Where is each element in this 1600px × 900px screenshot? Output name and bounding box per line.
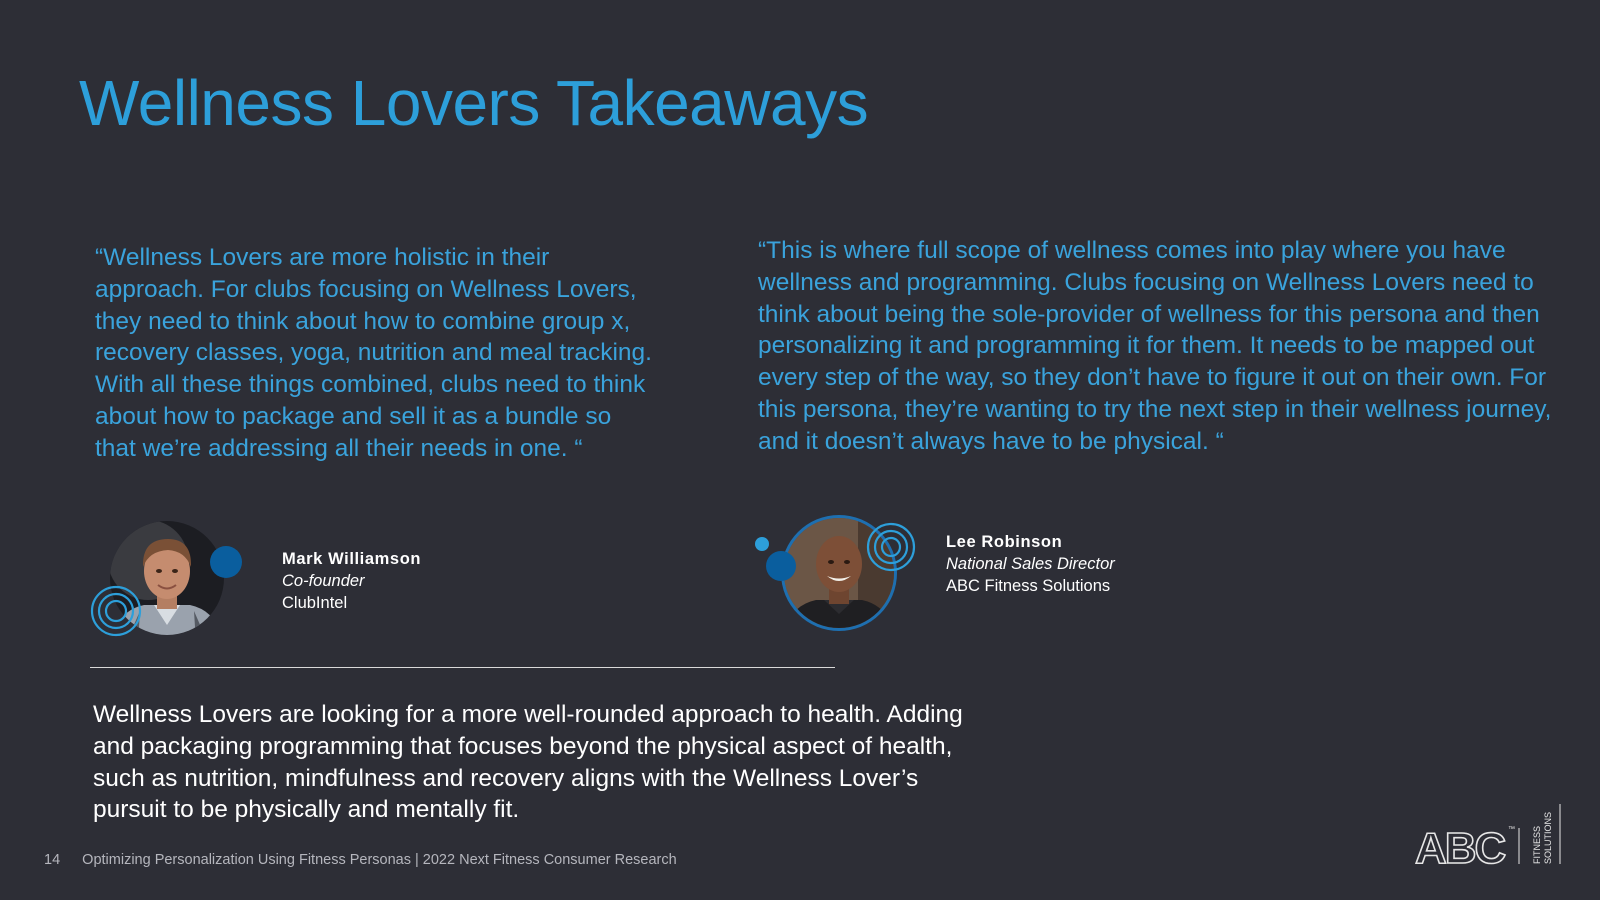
- logo-tm: ™: [1508, 826, 1515, 833]
- speaker-company: ClubIntel: [282, 594, 348, 612]
- page-number: 14: [44, 852, 61, 868]
- abc-fitness-solutions-logo: [1415, 800, 1565, 870]
- avatar-lee-robinson: [748, 510, 923, 638]
- logo-line-solutions: SOLUTIONS: [1543, 811, 1553, 864]
- footer-text: Optimizing Personalization Using Fitness Personas | 2022 Next Fitness Consumer Research: [82, 852, 677, 868]
- footer: [44, 852, 677, 868]
- slide-title: Wellness Lovers Takeaways: [79, 67, 869, 139]
- speaker-role: National Sales Director: [946, 555, 1115, 573]
- speaker-company: ABC Fitness Solutions: [946, 577, 1111, 595]
- speaker-left: [282, 548, 421, 614]
- quote-right: “This is where full scope of wellness comes into play where you have wellness and programming. Clubs focusing on Wellness Lovers need to think about being the sole-provider of wellness for this persona and then personalizing it and programming it for them. It needs to be mapped out every step of the way, so they don’t have to figure it out on their own. For this persona, they’re wanting to try the next step in their wellness journey, and it doesn’t always have to be physical. “: [758, 237, 1552, 455]
- avatar-mark-williamson: [86, 515, 256, 643]
- speaker-name: Lee Robinson: [946, 533, 1063, 551]
- speaker-name: Mark Williamson: [282, 550, 422, 568]
- summary-text: Wellness Lovers are looking for a more well-rounded approach to health. Adding and packaging programming that focuses beyond the physical aspect of health, such as nutrition, mindfulness and recovery aligns with the Wellness Lover’s pursuit to be physically and mentally fit.: [93, 701, 963, 824]
- divider: [90, 667, 835, 668]
- quote-left: “Wellness Lovers are more holistic in their approach. For clubs focusing on Wellness Lovers, they need to think about how to combine group x, recovery classes, yoga, nutrition and meal tracking. With all these things combined, clubs need to think about how to package and sell it as a bundle so that we’re addressing all their needs in one. “: [95, 244, 652, 462]
- speaker-right: [946, 531, 1115, 597]
- logo-line-fitness: FITNESS: [1532, 825, 1542, 864]
- logo-wordmark: ABC: [1415, 824, 1505, 870]
- speaker-role: Co-founder: [282, 572, 365, 590]
